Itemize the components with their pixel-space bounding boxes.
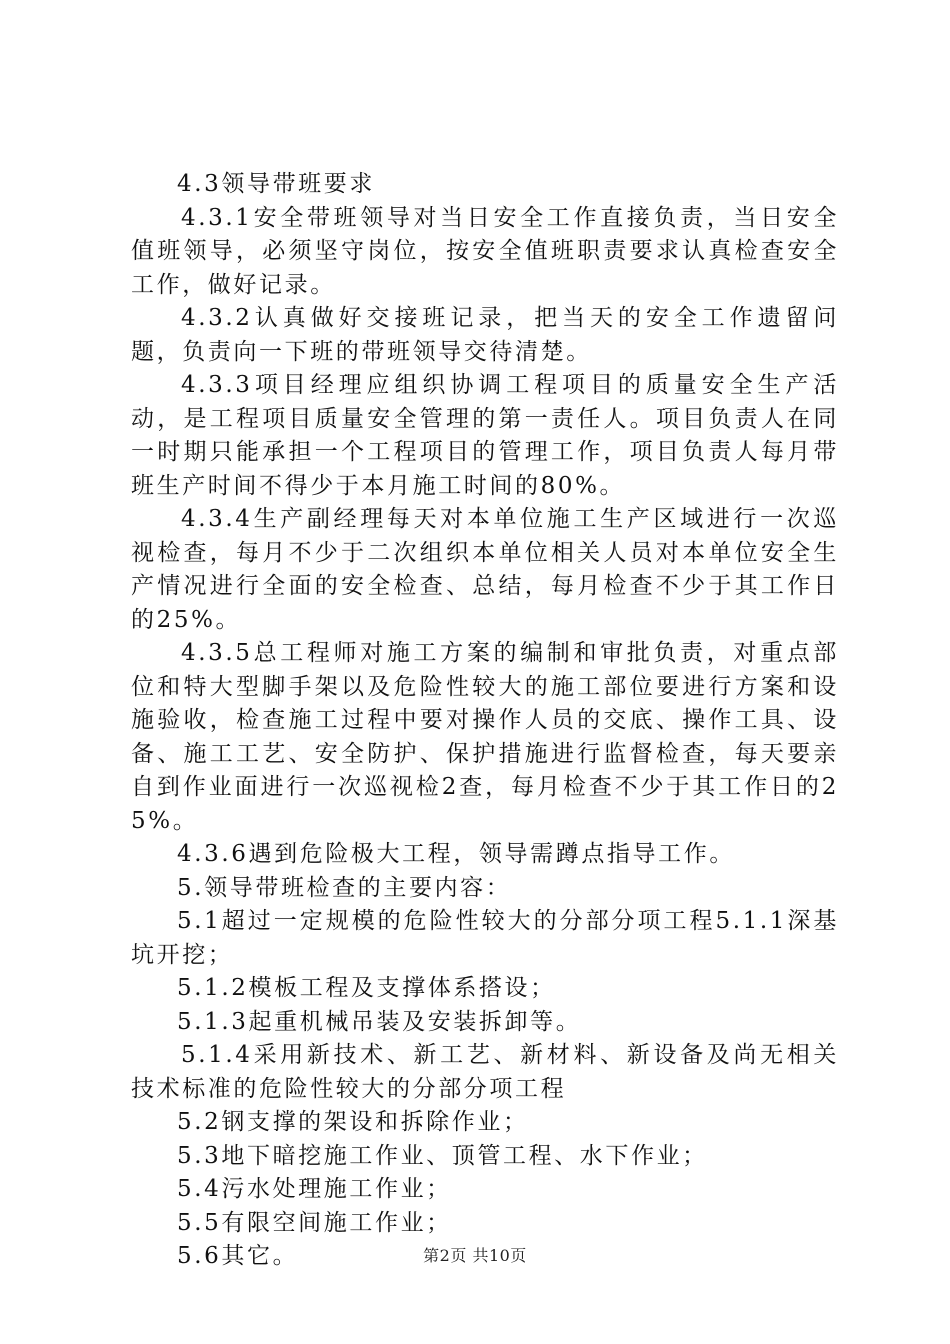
paragraph-5-4: 5.4污水处理施工作业； — [177, 1176, 452, 1202]
paragraph-4-3-6: 4.3.6遇到危险极大工程，领导需蹲点指导工作。 — [177, 841, 735, 867]
paragraph-4-3-1: 4.3.1安全带班领导对当日安全工作直接负责，当日安全值班领导，必须坚守岗位，按安全值班职责要求认真检查安全工作，做好记录。 — [131, 204, 839, 298]
paragraph-5-3: 5.3地下暗挖施工作业、顶管工程、水下作业； — [177, 1142, 708, 1169]
paragraph-5-5: 5.5有限空间施工作业； — [177, 1209, 452, 1236]
paragraph-4-3-5: 4.3.5总工程师对施工方案的编制和审批负责，对重点部位和特大型脚手架以及危险性较大的施工部位要进行方案和设施验收，检查施工过程中要对操作人员的交底、操作工具、设备、施工工艺、安全防护、保护措施进行监督检查，每天要亲自到作业面进行一次巡视检2查，每月检查不少于其工作日的25%。 — [131, 640, 839, 834]
paragraph-4-3-3: 4.3.3项目经理应组织协调工程项目的质量安全生产活动，是工程项目质量安全管理的第一责任人。项目负责人在同一时期只能承担一个工程项目的管理工作，项目负责人每月带班生产时间不得少于本月施工时间的80%。 — [131, 372, 839, 499]
paragraph-4-3-2: 4.3.2认真做好交接班记录，把当天的安全工作遗留问题，负责向一下班的带班领导交待清楚。 — [131, 305, 839, 365]
paragraph-5-6: 5.6其它。 — [177, 1243, 299, 1269]
document-body — [131, 168, 839, 1274]
paragraph-5-1: 5.1超过一定规模的危险性较大的分部分项工程5.1.1深基坑开挖； — [131, 908, 839, 968]
paragraph-4-3-4: 4.3.4生产副经理每天对本单位施工生产区域进行一次巡视检查，每月不少于二次组织本单位相关人员对本单位安全生产情况进行全面的安全检查、总结，每月检查不少于其工作日的25%。 — [131, 506, 839, 633]
section-heading-5: 5.领导带班检查的主要内容： — [177, 874, 512, 901]
section-heading-4-3: 4.3领导带班要求 — [177, 171, 375, 197]
paragraph-5-1-3: 5.1.3起重机械吊装及安装拆卸等。 — [177, 1008, 582, 1035]
paragraph-5-2: 5.2钢支撑的架设和拆除作业； — [177, 1109, 529, 1135]
page-number-footer: 第2页 共10页 — [423, 1246, 527, 1265]
paragraph-5-1-4: 5.1.4采用新技术、新工艺、新材料、新设备及尚无相关技术标准的危险性较大的分部分项工程 — [131, 1042, 839, 1102]
paragraph-5-1-2: 5.1.2模板工程及支撑体系搭设； — [177, 975, 556, 1001]
